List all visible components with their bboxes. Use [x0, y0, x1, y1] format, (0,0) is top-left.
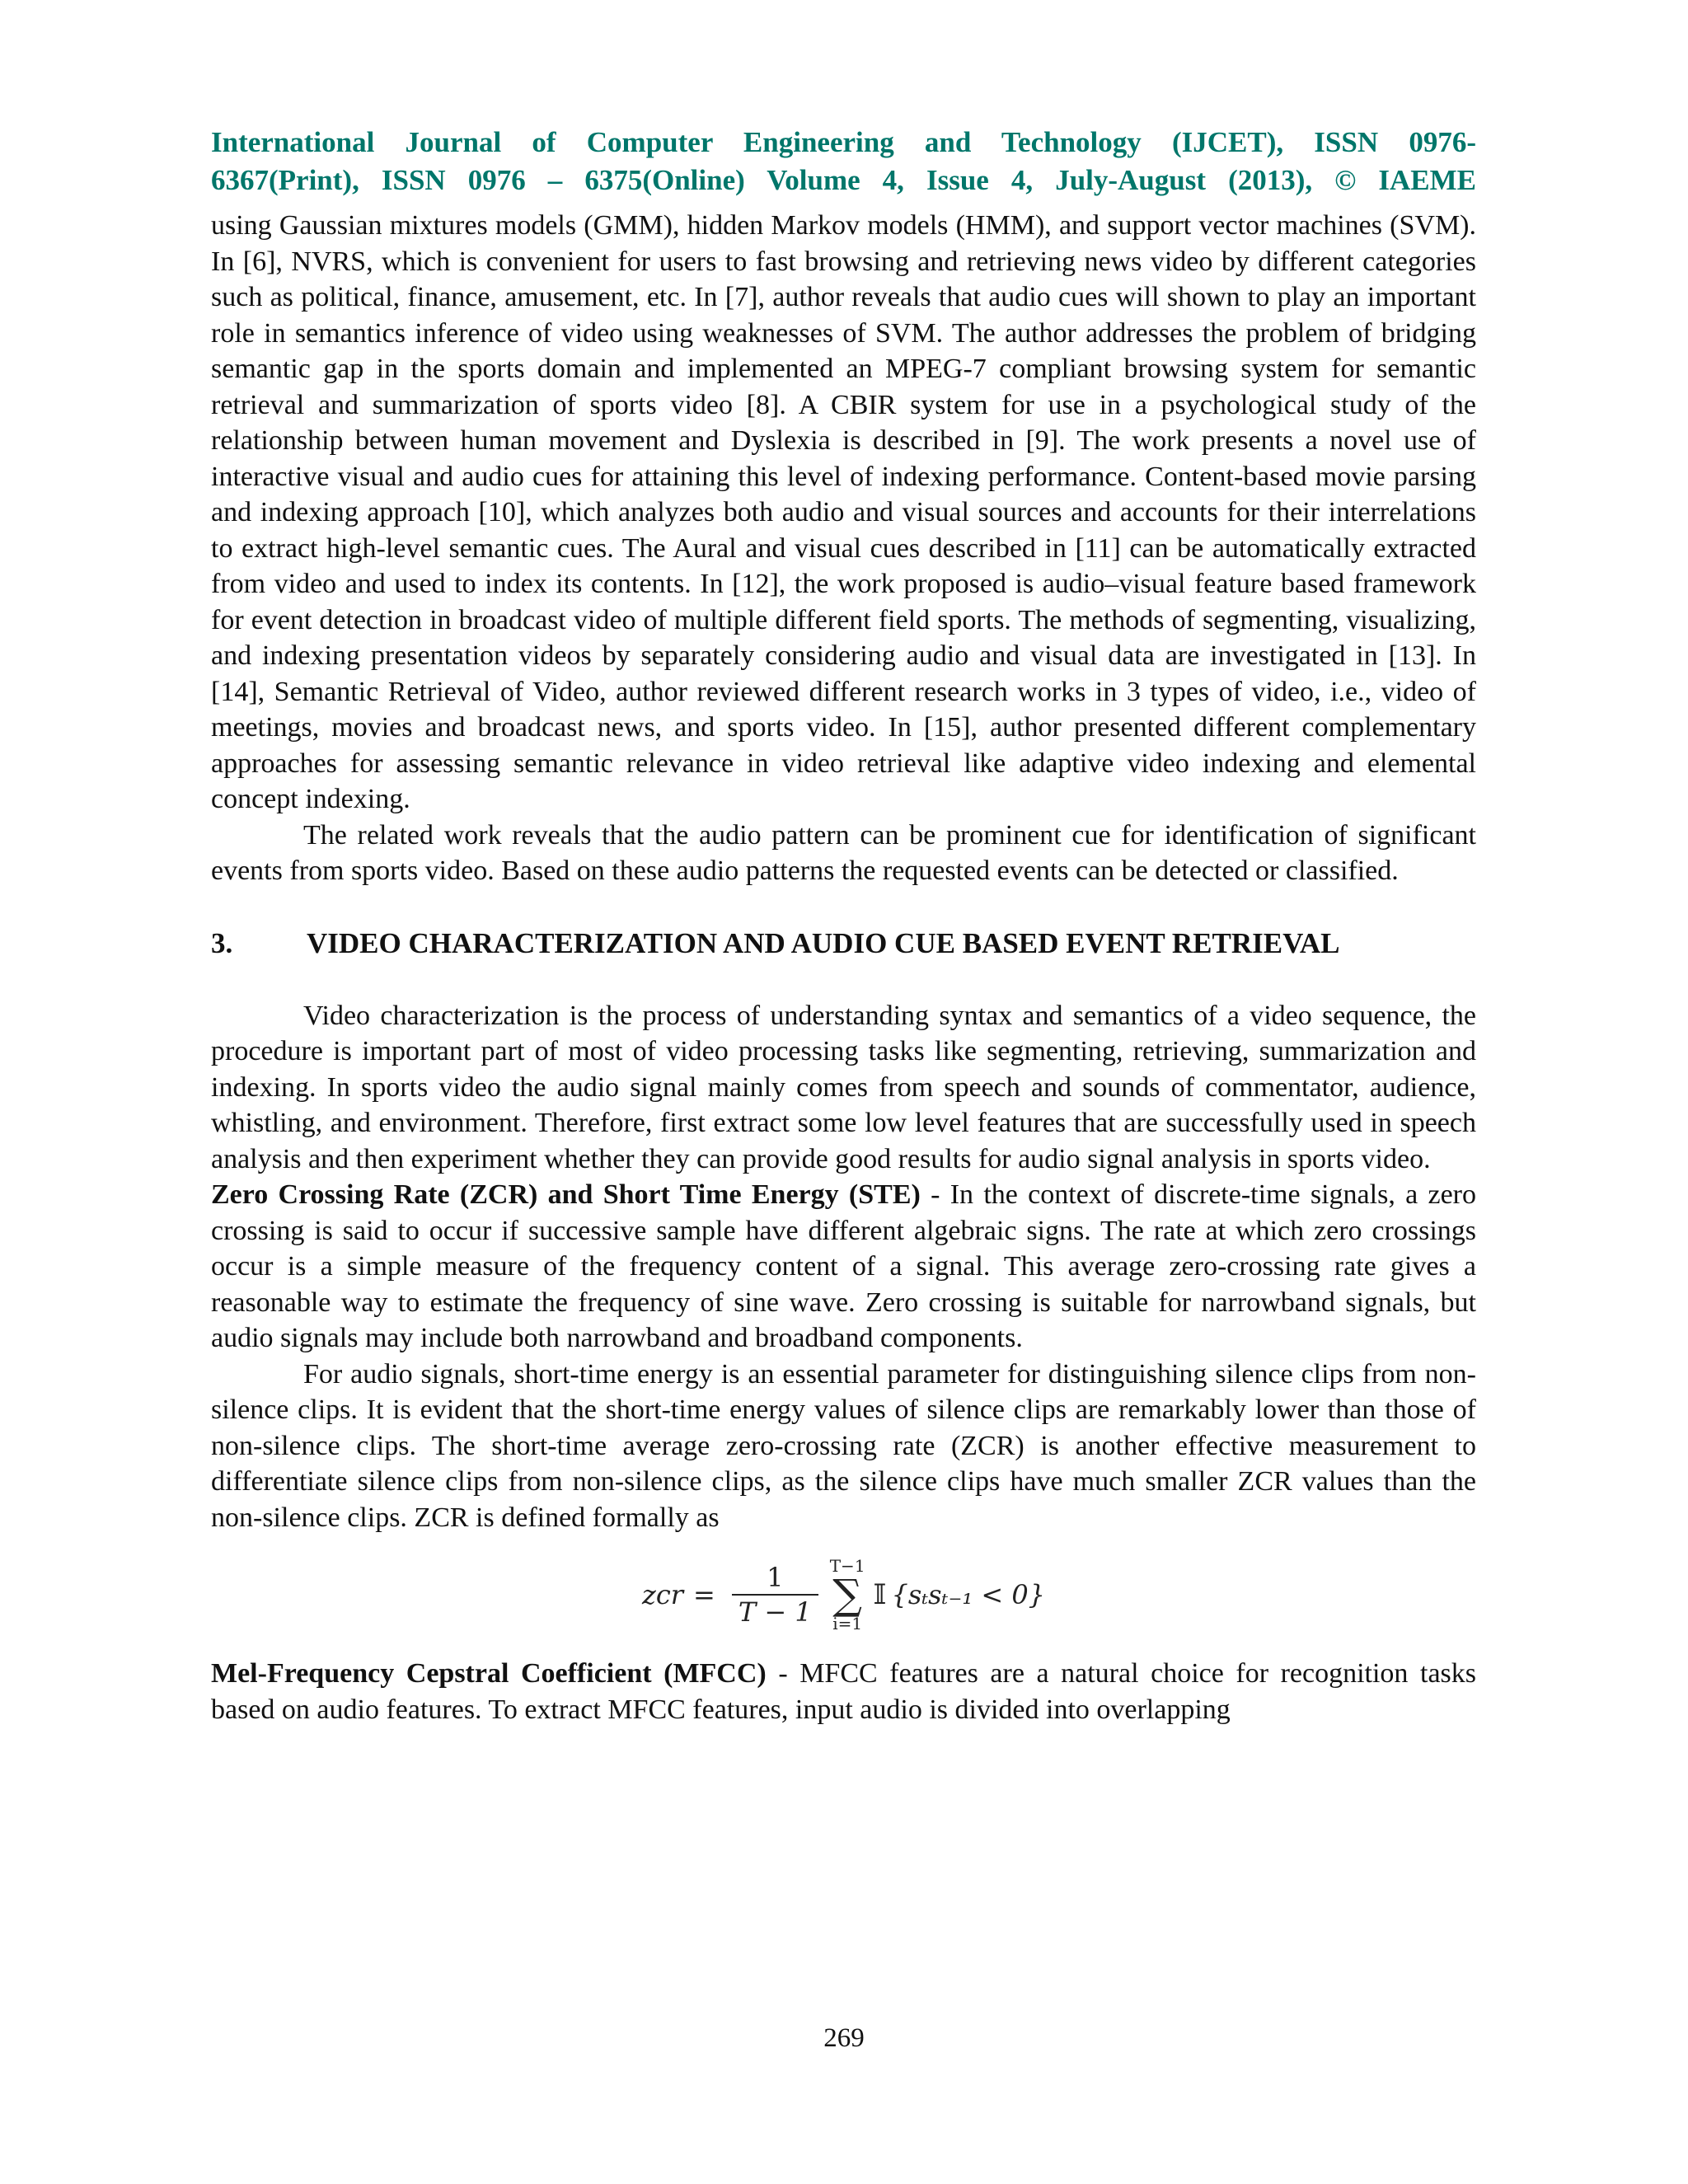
formula-lhs: zcr	[641, 1579, 684, 1610]
journal-header	[211, 124, 1476, 199]
paragraph-related-work-summary: The related work reveals that the audio pattern can be prominent cue for identification of significant events from sports video. Based on these audio patterns the requested events can be detected or classified.	[211, 819, 1476, 886]
journal-header-line-1: International Journal of Computer Engineering and Technology (IJCET), ISSN 0976-	[211, 126, 1476, 158]
zcr-formula	[211, 1557, 1476, 1633]
mfcc-text: - MFCC features are a natural choice for recognition tasks based on audio features. To extract MFCC features, input audio is divided into overlapping	[211, 1658, 1476, 1725]
formula-sum-upper: T−1	[829, 1556, 865, 1576]
page-content	[211, 124, 1476, 1727]
zcr-ste-title: Zero Crossing Rate (ZCR) and Short Time Energy (STE)	[211, 1179, 921, 1210]
section-title: VIDEO CHARACTERIZATION AND AUDIO CUE BASED EVENT RETRIEVAL	[307, 926, 1340, 959]
page-number: 269	[823, 2023, 865, 2053]
paragraph-zcr-ste	[211, 1177, 1476, 1357]
formula-sum-symbol: ∑	[832, 1571, 862, 1619]
paragraph-related-work: using Gaussian mixtures models (GMM), hidden Markov models (HMM), and support vector machines (SVM). In [6], NVRS, which is convenient for users to fast browsing and retrieving news video by different categories such as political, finance, amusement, etc. In [7], author reveals that audio cues will shown to play an important role in semantics inference of video using weaknesses of SVM. The author addresses the problem of bridging semantic gap in the sports domain and implemented an MPEG-7 compliant browsing system for semantic retrieval and summarization of sports video [8]. A CBIR system for use in a psychological study of the relationship between human movement and Dyslexia is described in [9]. The work presents a novel use of interactive visual and audio cues for attaining this level of indexing performance. Content-based movie parsing and indexing approach [10], which analyzes both audio and visual sources and accounts for their interrelations to extract high-level semantic cues. The Aural and visual cues described in [11] can be automatically extracted from video and used to index its contents. In [12], the work proposed is audio–visual feature based framework for event detection in broadcast video of multiple different field sports. The methods of segmenting, visualizing, and indexing presentation videos by separately considering audio and visual data are investigated in [13]. In [14], Semantic Retrieval of Video, author reviewed different research works in 3 types of video, i.e., video of meetings, movies and broadcast news, and sports video. In [15], author presented different complementary approaches for assessing semantic relevance in video retrieval like adaptive video indexing and elemental concept indexing.	[211, 210, 1476, 814]
formula-denominator: T − 1	[732, 1594, 818, 1629]
formula-equals: =	[693, 1579, 715, 1610]
section-heading	[211, 926, 1476, 962]
section-number: 3.	[211, 926, 233, 959]
formula-sum-lower: i=1	[832, 1614, 863, 1633]
formula-indicator: 𝕀	[873, 1578, 887, 1611]
zcr-ste-text: - In the context of discrete-time signals, a zero crossing is said to occur if successive sample have different algebraic signs. The rate at which zero crossings occur is a simple measure of the frequency content of a signal. This average zero-crossing rate gives a reasonable way to estimate the frequency of sine wave. Zero crossing is suitable for narrowband signals, but audio signals may include both narrowband and broadband components.	[211, 1179, 1476, 1353]
mfcc-title: Mel-Frequency Cepstral Coefficient (MFCC)	[211, 1658, 767, 1689]
paragraph-mfcc	[211, 1656, 1476, 1727]
formula-numerator: 1	[767, 1562, 784, 1593]
formula-body: {sₜsₜ₋₁ < 0}	[891, 1579, 1046, 1610]
formula-summation	[830, 1557, 865, 1633]
formula-fraction	[732, 1561, 818, 1629]
paragraph-short-time-energy: For audio signals, short-time energy is an essential parameter for distinguishing silence clips from non-silence clips. It is evident that the short-time energy values of silence clips are remarkably lower than those of non-silence clips. The short-time average zero-crossing rate (ZCR) is another effective measurement to differentiate silence clips from non-silence clips, as the silence clips have much smaller ZCR values than the non-silence clips. ZCR is defined formally as	[211, 1358, 1476, 1533]
paragraph-video-characterization: Video characterization is the process of understanding syntax and semantics of a video sequence, the procedure is important part of most of video processing tasks like segmenting, retrieving, summarization and indexing. In sports video the audio signal mainly comes from speech and sounds of commentator, audience, whistling, and environment. Therefore, first extract some low level features that are successfully used in speech analysis and then experiment whether they can provide good results for audio signal analysis in sports video.	[211, 1000, 1476, 1174]
journal-header-line-2: 6367(Print), ISSN 0976 – 6375(Online) Volume 4, Issue 4, July-August (2013), © IAEME	[211, 164, 1476, 196]
